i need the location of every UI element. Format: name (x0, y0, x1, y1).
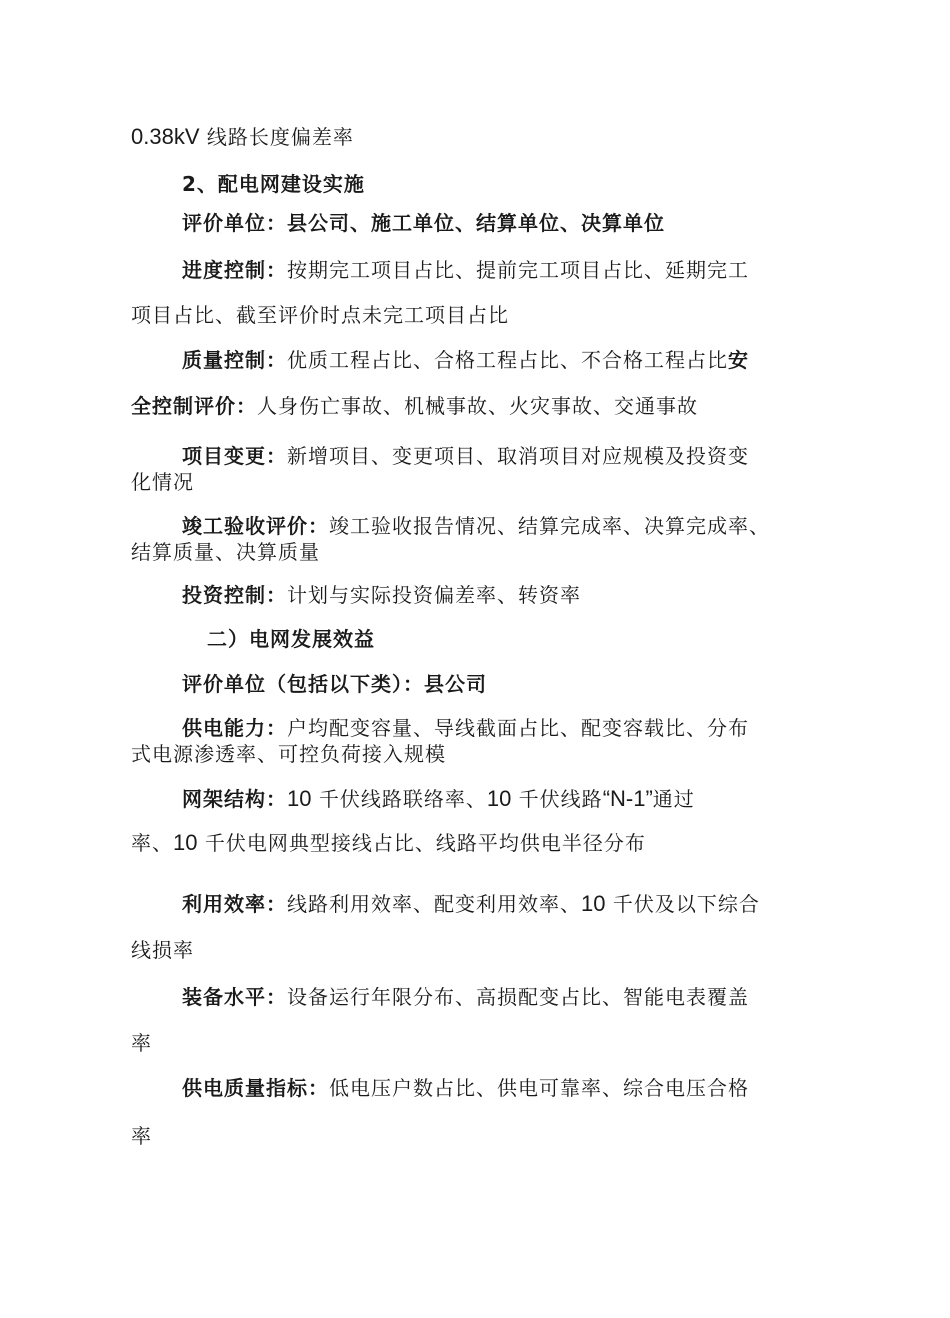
item-label: 项目变更： (182, 444, 287, 468)
item-text: 新增项目、变更项目、取消项目对应规模及投资变 (287, 444, 749, 468)
line-text: 线路长度偏差率 (199, 125, 354, 149)
item-label: 装备水平： (182, 985, 287, 1009)
item-label: 进度控制： (182, 258, 287, 282)
voltage-value: 0.38kV (131, 124, 200, 149)
equipment-level-cont: 率 (131, 1031, 152, 1055)
quality-control (182, 347, 832, 373)
item-label: 投资控制： (182, 583, 287, 607)
supply-capacity-cont: 式电源渗透率、可控负荷接入规模 (131, 742, 446, 766)
evaluation-units: 评价单位：县公司、施工单位、结算单位、决算单位 (182, 211, 665, 235)
safety-control (131, 393, 831, 419)
number-10: 10 (173, 830, 198, 855)
project-change-cont: 化情况 (131, 470, 194, 494)
investment-control (182, 582, 832, 608)
item-text: 通过 (652, 787, 695, 811)
progress-control-cont: 项目占比、截至评价时点未完工项目占比 (131, 303, 509, 327)
number-10: 10 (486, 786, 512, 811)
supply-quality-indicators (182, 1075, 832, 1101)
item-text: 线路利用效率、配变利用效率、 (287, 892, 581, 916)
supply-quality-indicators-cont: 率 (131, 1124, 152, 1148)
project-change (182, 443, 832, 469)
item-text: 计划与实际投资偏差率、转资率 (287, 583, 581, 607)
item-text: 竣工验收报告情况、结算完成率、决算完成率、 (329, 514, 770, 538)
item-label: 供电质量指标： (182, 1076, 329, 1100)
evaluation-units-2: 评价单位（包括以下类）：县公司 (182, 672, 487, 696)
supply-capacity (182, 715, 832, 741)
grid-structure-cont (131, 830, 831, 856)
item-text: 率、 (131, 831, 173, 855)
item-tail: 安 (728, 348, 749, 372)
grid-structure (182, 786, 832, 812)
item-text: 千伏线路联络率、 (311, 787, 487, 811)
item-text: 千伏电网典型接线占比、线路平均供电半径分布 (197, 831, 646, 855)
completion-acceptance-cont: 结算质量、决算质量 (131, 540, 320, 564)
item-label: 供电能力： (182, 716, 287, 740)
item-label: 利用效率： (182, 892, 287, 916)
item-text: 户均配变容量、导线截面占比、配变容载比、分布 (287, 716, 749, 740)
section-heading-grid-benefit: 二）电网发展效益 (207, 627, 375, 651)
item-text: 低电压户数占比、供电可靠率、综合电压合格 (329, 1076, 749, 1100)
item-text: 优质工程占比、合格工程占比、不合格工程占比 (287, 348, 728, 372)
item-label: 竣工验收评价： (182, 514, 329, 538)
utilization-efficiency (182, 891, 832, 917)
completion-acceptance (182, 513, 832, 539)
item-text: 设备运行年限分布、高损配变占比、智能电表覆盖 (287, 985, 749, 1009)
number-10: 10 (581, 891, 606, 916)
number-10: 10 (287, 786, 312, 811)
item-text: 按期完工项目占比、提前完工项目占比、延期完工 (287, 258, 749, 282)
item-text: 千伏线路 (511, 787, 603, 811)
utilization-efficiency-cont: 线损率 (131, 938, 194, 962)
progress-control (182, 257, 832, 283)
item-text: 人身伤亡事故、机械事故、火灾事故、交通事故 (257, 394, 698, 418)
item-label: 全控制评价： (131, 394, 257, 418)
section-heading-distribution-construction: 2、配电网建设实施 (182, 172, 365, 196)
equipment-level (182, 984, 832, 1010)
line-0-38kv (131, 124, 831, 150)
item-label: 网架结构： (182, 787, 287, 811)
item-label: 质量控制： (182, 348, 287, 372)
item-text: 千伏及以下综合 (605, 892, 760, 916)
n-1-term: “N-1” (602, 786, 653, 811)
